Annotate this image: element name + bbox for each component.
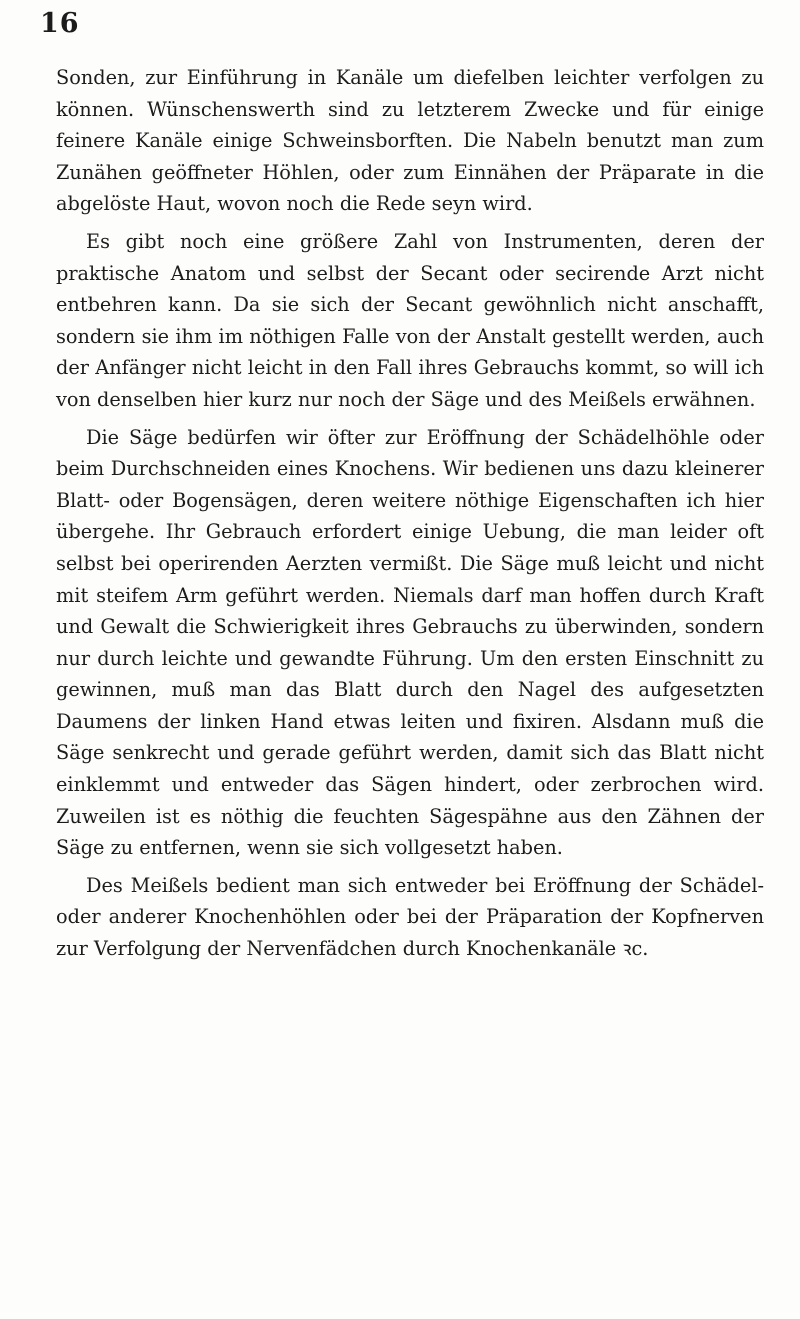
body-text (56, 62, 764, 971)
page-number: 16 (40, 8, 80, 39)
paragraph-meissel: Des Meißels bedient man sich entweder bei Eröffnung der Schädel- oder anderer Knochenhöhlen oder bei der Präparation der Kopfnerven zur Verfolgung der Nervenfädchen durch Knochenkanäle ꝛc. (56, 873, 764, 961)
paragraph-instrumente: Es gibt noch eine größere Zahl von Instrumenten, deren der praktische Anatom und selbst der Secant oder secirende Arzt nicht entbehren kann. Da sie sich der Secant gewöhnlich nicht anschafft, sondern sie ihm im nöthigen Falle von der Anstalt gestellt werden, auch der Anfänger nicht leicht in den Fall ihres Gebrauchs kommt, so will ich von denselben hier kurz nur noch der Säge und des Meißels erwähnen. (56, 229, 764, 411)
paragraph-saege: Die Säge bedürfen wir öfter zur Eröffnung der Schädelhöhle oder beim Durchschneiden eines Knochens. Wir bedienen uns dazu kleinerer Blatt- oder Bogensägen, deren weitere nöthige Eigenschaften ich hier übergehe. Ihr Gebrauch erfordert einige Uebung, die man leider oft selbst bei operirenden Aerzten vermißt. Die Säge muß leicht und nicht mit steifem Arm geführt werden. Niemals darf man hoffen durch Kraft und Gewalt die Schwierigkeit ihres Gebrauchs zu überwinden, sondern nur durch leichte und gewandte Führung. Um den ersten Einschnitt zu gewinnen, muß man das Blatt durch den Nagel des aufgesetzten Daumens der linken Hand etwas leiten und fixiren. Alsdann muß die Säge senkrecht und gerade geführt werden, damit sich das Blatt nicht einklemmt und entweder das Sägen hindert, oder zerbrochen wird. Zuweilen ist es nöthig die feuchten Sägespähne aus den Zähnen der Säge zu entfernen, wenn sie sich vollgesetzt haben. (56, 425, 764, 860)
paragraph-sonden: Sonden, zur Einführung in Kanäle um diefelben leichter verfolgen zu können. Wünschenswerth sind zu letzterem Zwecke und für einige feinere Kanäle einige Schweinsborften. Die Nabeln benutzt man zum Zunähen geöffneter Höhlen, oder zum Einnähen der Präparate in die abgelöste Haut, wovon noch die Rede seyn wird. (56, 66, 764, 216)
